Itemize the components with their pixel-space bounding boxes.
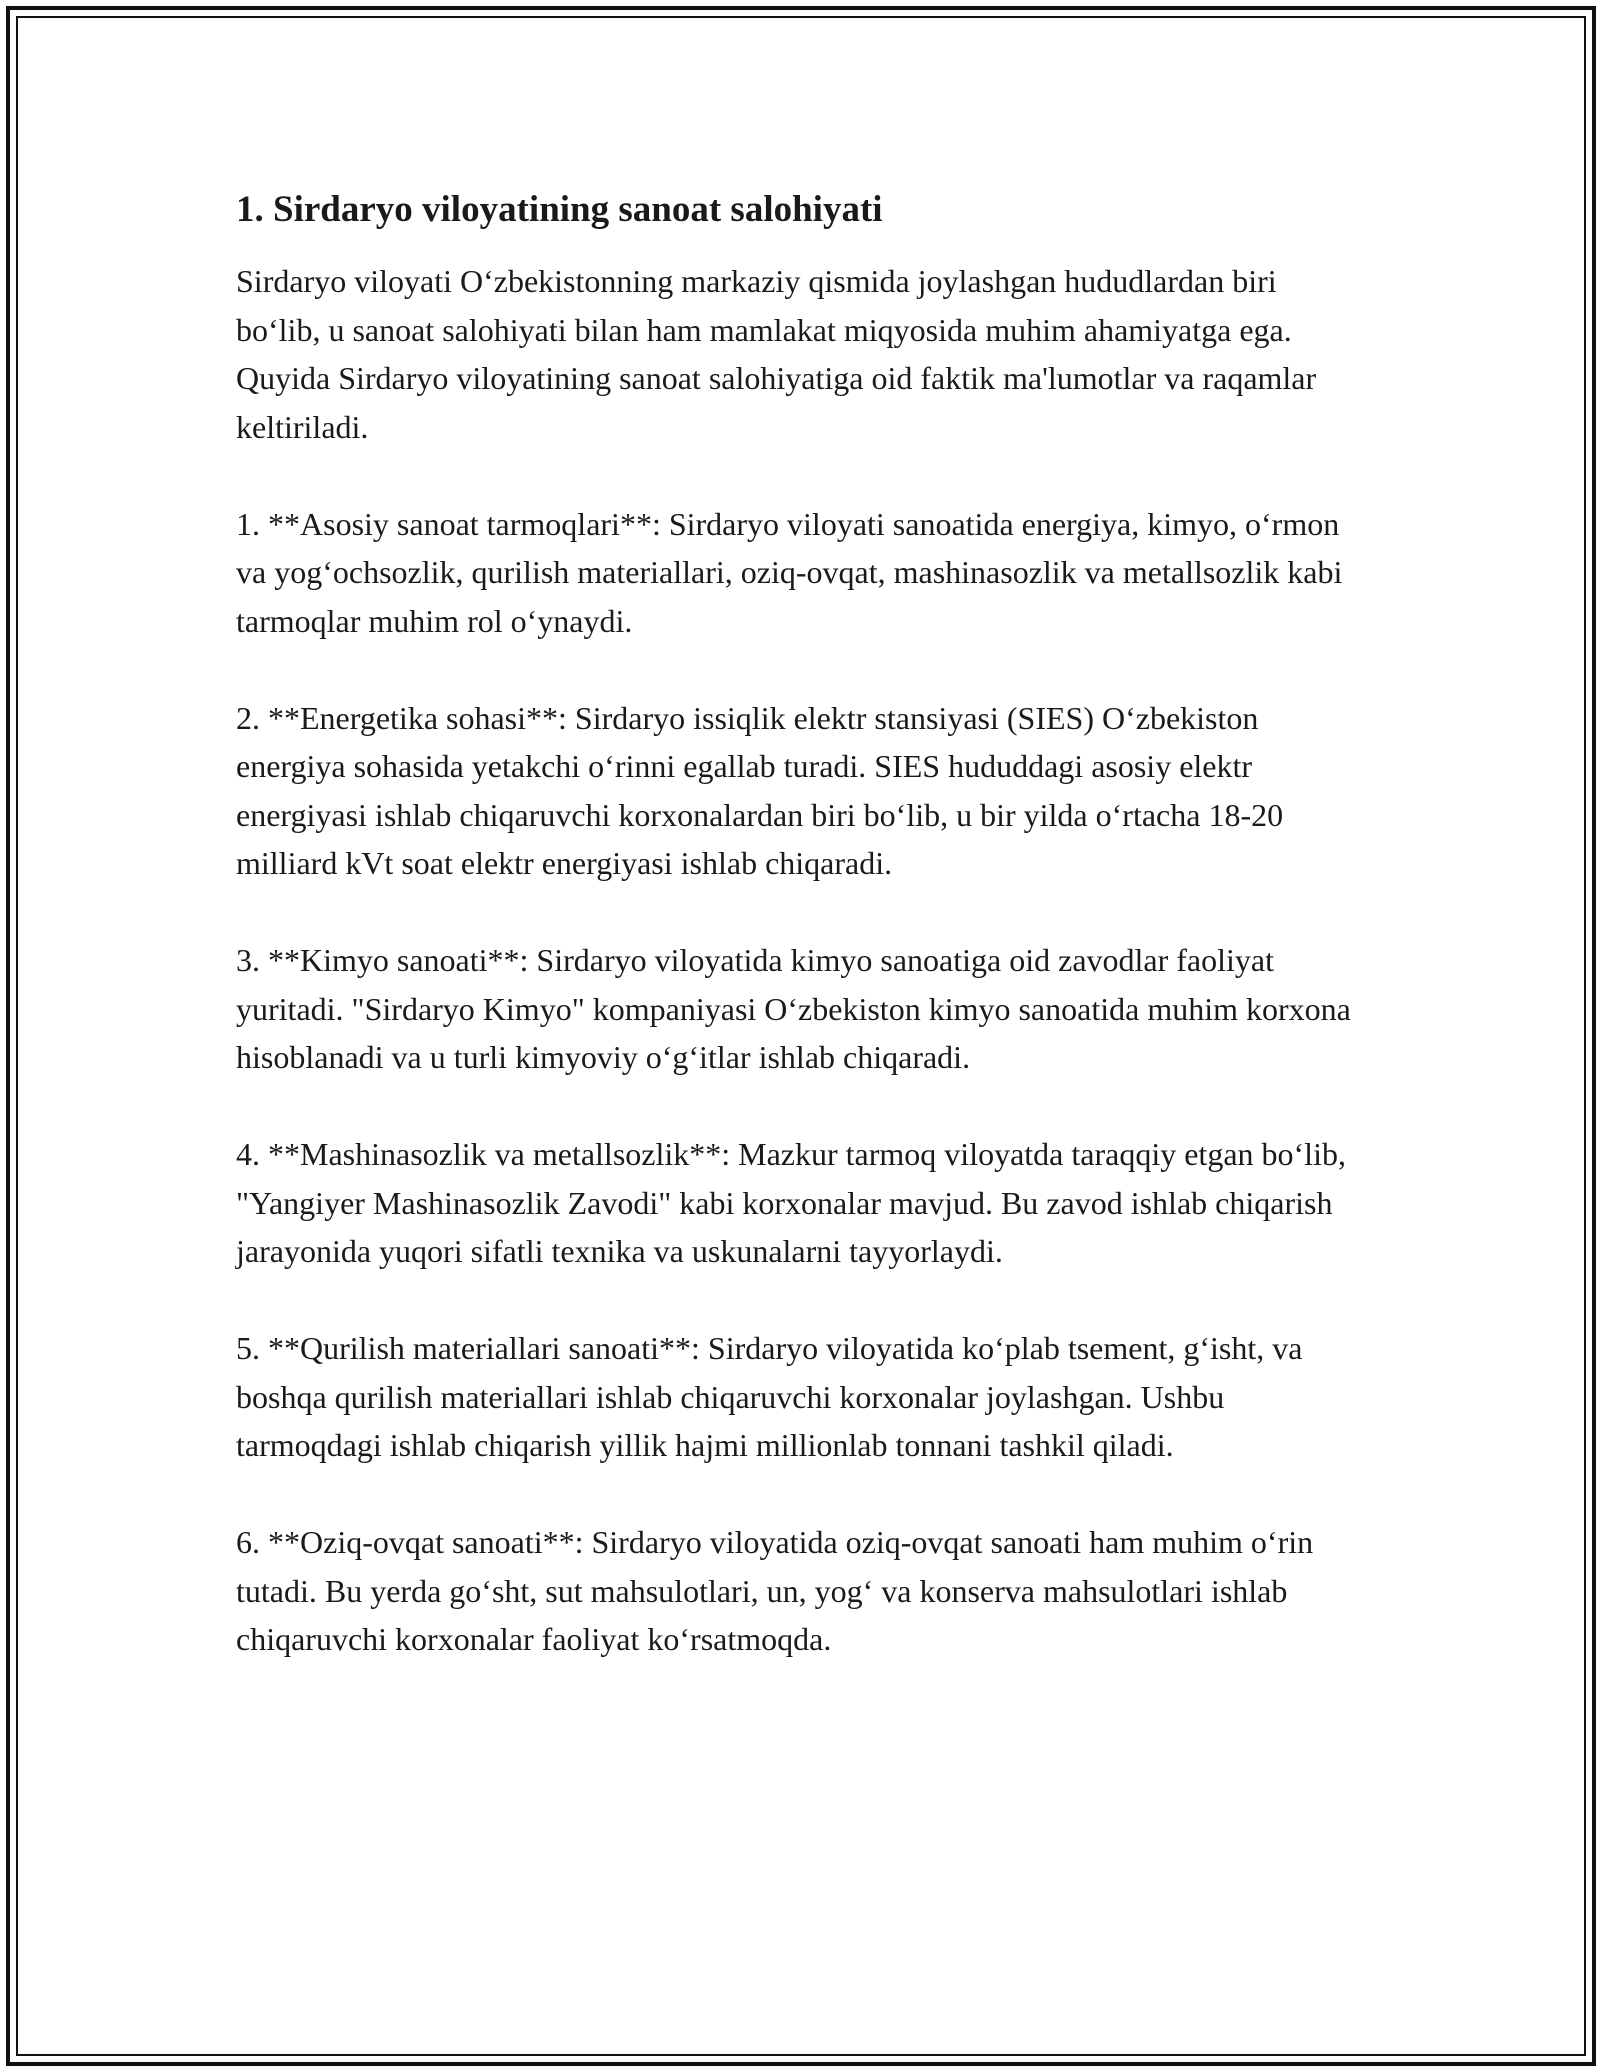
document-body	[236, 186, 1366, 1712]
page-title: 1. Sirdaryo viloyatining sanoat salohiyati	[236, 189, 883, 230]
paragraph-construction: 5. **Qurilish materiallari sanoati**: Sirdaryo viloyatida ko‘plab tsement, g‘isht, va boshqa qurilish materiallari ishlab chiqaruvchi korxonalar joylashgan. Ushbu tarmoqdagi ishlab chiqarish yillik hajmi millionlab tonnani tashkil qiladi.	[236, 1330, 1303, 1463]
paragraph-machinery: 4. **Mashinasozlik va metallsozlik**: Mazkur tarmoq viloyatda taraqqiy etgan bo‘lib, "Yangiyer Mashinasozlik Zavodi" kabi korxonalar mavjud. Bu zavod ishlab chiqarish jarayonida yuqori sifatli texnika va uskunalarni tayyorlaydi.	[236, 1136, 1346, 1269]
paragraph-chemical: 3. **Kimyo sanoati**: Sirdaryo viloyatida kimyo sanoatiga oid zavodlar faoliyat yuritadi. "Sirdaryo Kimyo" kompaniyasi O‘zbekiston kimyo sanoatida muhim korxona hisoblanadi va u turli kimyoviy o‘g‘itlar ishlab chiqaradi.	[236, 942, 1351, 1075]
paragraph-food: 6. **Oziq-ovqat sanoati**: Sirdaryo viloyatida oziq-ovqat sanoati ham muhim o‘rin tutadi. Bu yerda go‘sht, sut mahsulotlari, un, yog‘ va konserva mahsulotlari ishlab chiqaruvchi korxonalar faoliyat ko‘rsatmoqda.	[236, 1524, 1314, 1657]
paragraph-main-industries: 1. **Asosiy sanoat tarmoqlari**: Sirdaryo viloyati sanoatida energiya, kimyo, o‘rmon va yog‘ochsozlik, qurilish materiallari, oziq-ovqat, mashinasozlik va metallsozlik kabi tarmoqlar muhim rol o‘ynaydi.	[236, 505, 1343, 639]
paragraph-energy: 2. **Energetika sohasi**: Sirdaryo issiqlik elektr stansiyasi (SIES) O‘zbekiston energiya sohasida yetakchi o‘rinni egallab turadi. SIES hududdagi asosiy elektr energiyasi ishlab chiqaruvchi korxonalardan biri bo‘lib, u bir yilda o‘rtacha 18-20 milliard kVt soat elektr energiyasi ishlab chiqaradi.	[236, 699, 1284, 881]
intro-paragraph: Sirdaryo viloyati O‘zbekistonning markaziy qismida joylashgan hududlardan biri bo‘lib, u sanoat salohiyati bilan ham mamlakat miqyosida muhim ahamiyatga ega. Quyida Sirdaryo viloyatining sanoat salohiyatiga oid faktik ma'lumotlar va raqamlar keltiriladi.	[236, 263, 1317, 445]
